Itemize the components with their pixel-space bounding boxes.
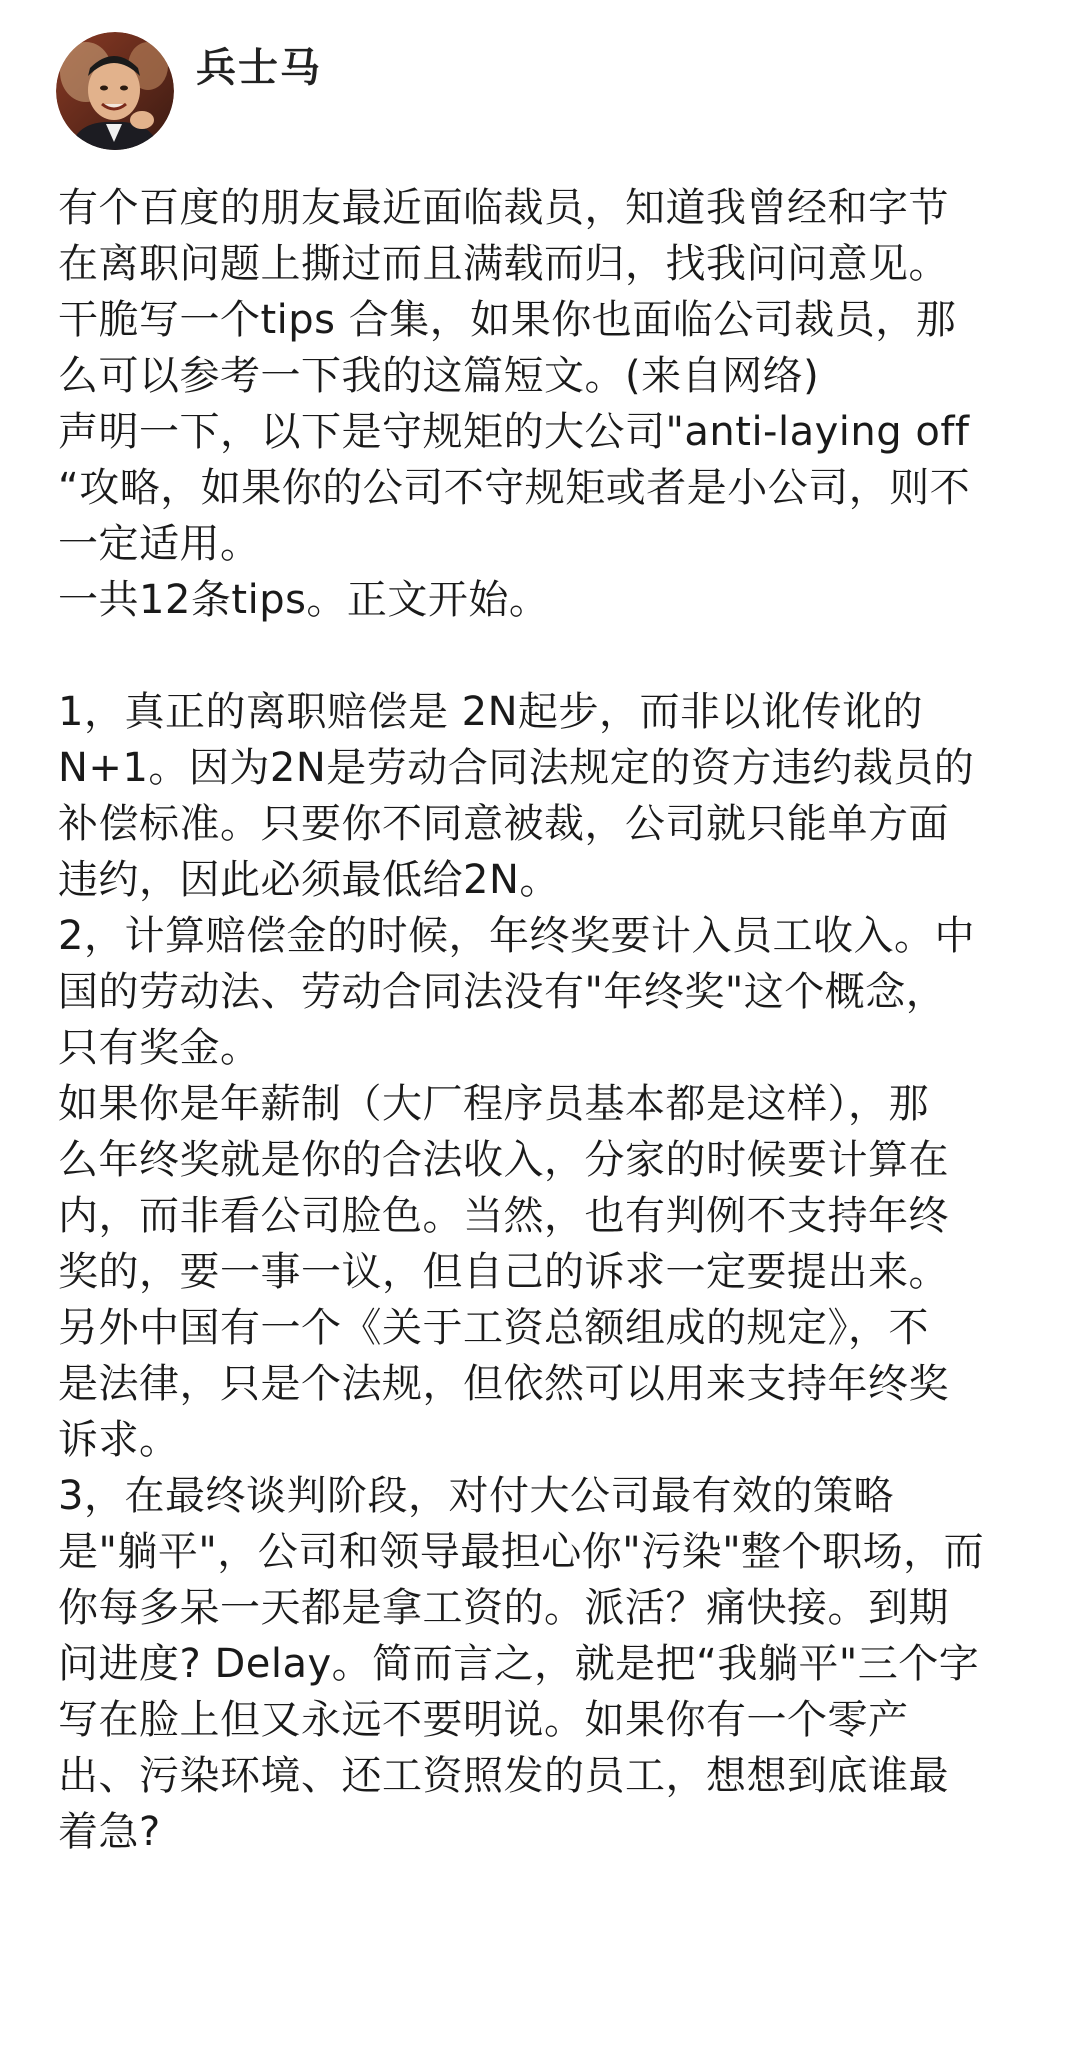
text-line: 奖的，要一事一议，但自己的诉求一定要提出来。	[58, 1249, 949, 1295]
text-line: 一共12条tips。正文开始。	[58, 577, 550, 623]
text-line: 干脆写一个tips 合集，如果你也面临公司裁员，那	[58, 297, 957, 343]
text-line: 补偿标准。只要你不同意被裁，公司就只能单方面	[58, 801, 949, 847]
text-line: 另外中国有一个《关于工资总额组成的规定》，不	[58, 1305, 929, 1351]
text-line: 是"躺平"，公司和领导最担心你"污染"整个职场，而	[58, 1529, 985, 1575]
text-line: 内，而非看公司脸色。当然，也有判例不支持年终	[58, 1193, 949, 1239]
paragraph-spacer	[58, 628, 1058, 684]
text-line: 么年终奖就是你的合法收入，分家的时候要计算在	[58, 1137, 949, 1183]
text-line: 在离职问题上撕过而且满载而归，找我问问意见。	[58, 241, 949, 287]
post-text	[58, 180, 1058, 1860]
text-line: 只有奖金。	[58, 1025, 261, 1071]
text-line: 问进度? Delay。简而言之，就是把“我躺平"三个字	[58, 1641, 980, 1687]
text-line: 一定适用。	[58, 521, 261, 567]
text-line: 违约，因此必须最低给2N。	[58, 857, 560, 903]
post-header	[56, 32, 174, 150]
text-line: 声明一下，以下是守规矩的大公司"anti-laying off	[58, 409, 970, 455]
author-name[interactable]: 兵士马	[196, 45, 322, 91]
text-line: “攻略，如果你的公司不守规矩或者是小公司，则不	[58, 465, 971, 511]
text-line: 1，真正的离职赔偿是 2N起步，而非以讹传讹的	[58, 689, 924, 735]
text-line: 有个百度的朋友最近面临裁员，知道我曾经和字节	[58, 185, 949, 231]
text-line: 出、污染环境、还工资照发的员工，想想到底谁最	[58, 1753, 949, 1799]
text-line: 是法律，只是个法规，但依然可以用来支持年终奖	[58, 1361, 949, 1407]
text-line: 着急?	[58, 1809, 161, 1855]
text-line: 国的劳动法、劳动合同法没有"年终奖"这个概念，	[58, 969, 947, 1015]
text-line: 写在脸上但又永远不要明说。如果你有一个零产	[58, 1697, 909, 1743]
text-line: 诉求。	[58, 1417, 180, 1463]
avatar[interactable]	[56, 32, 174, 150]
avatar-photo-icon	[56, 32, 174, 150]
text-line: 如果你是年薪制（大厂程序员基本都是这样），那	[58, 1081, 929, 1127]
text-line: N+1。因为2N是劳动合同法规定的资方违约裁员的	[58, 745, 975, 791]
text-line: 2，计算赔偿金的时候，年终奖要计入员工收入。中	[58, 913, 975, 959]
text-line: 你每多呆一天都是拿工资的。派活？痛快接。到期	[58, 1585, 949, 1631]
text-line: 3，在最终谈判阶段，对付大公司最有效的策略	[58, 1473, 894, 1519]
text-line: 么可以参考一下我的这篇短文。(来自网络)	[58, 353, 820, 399]
